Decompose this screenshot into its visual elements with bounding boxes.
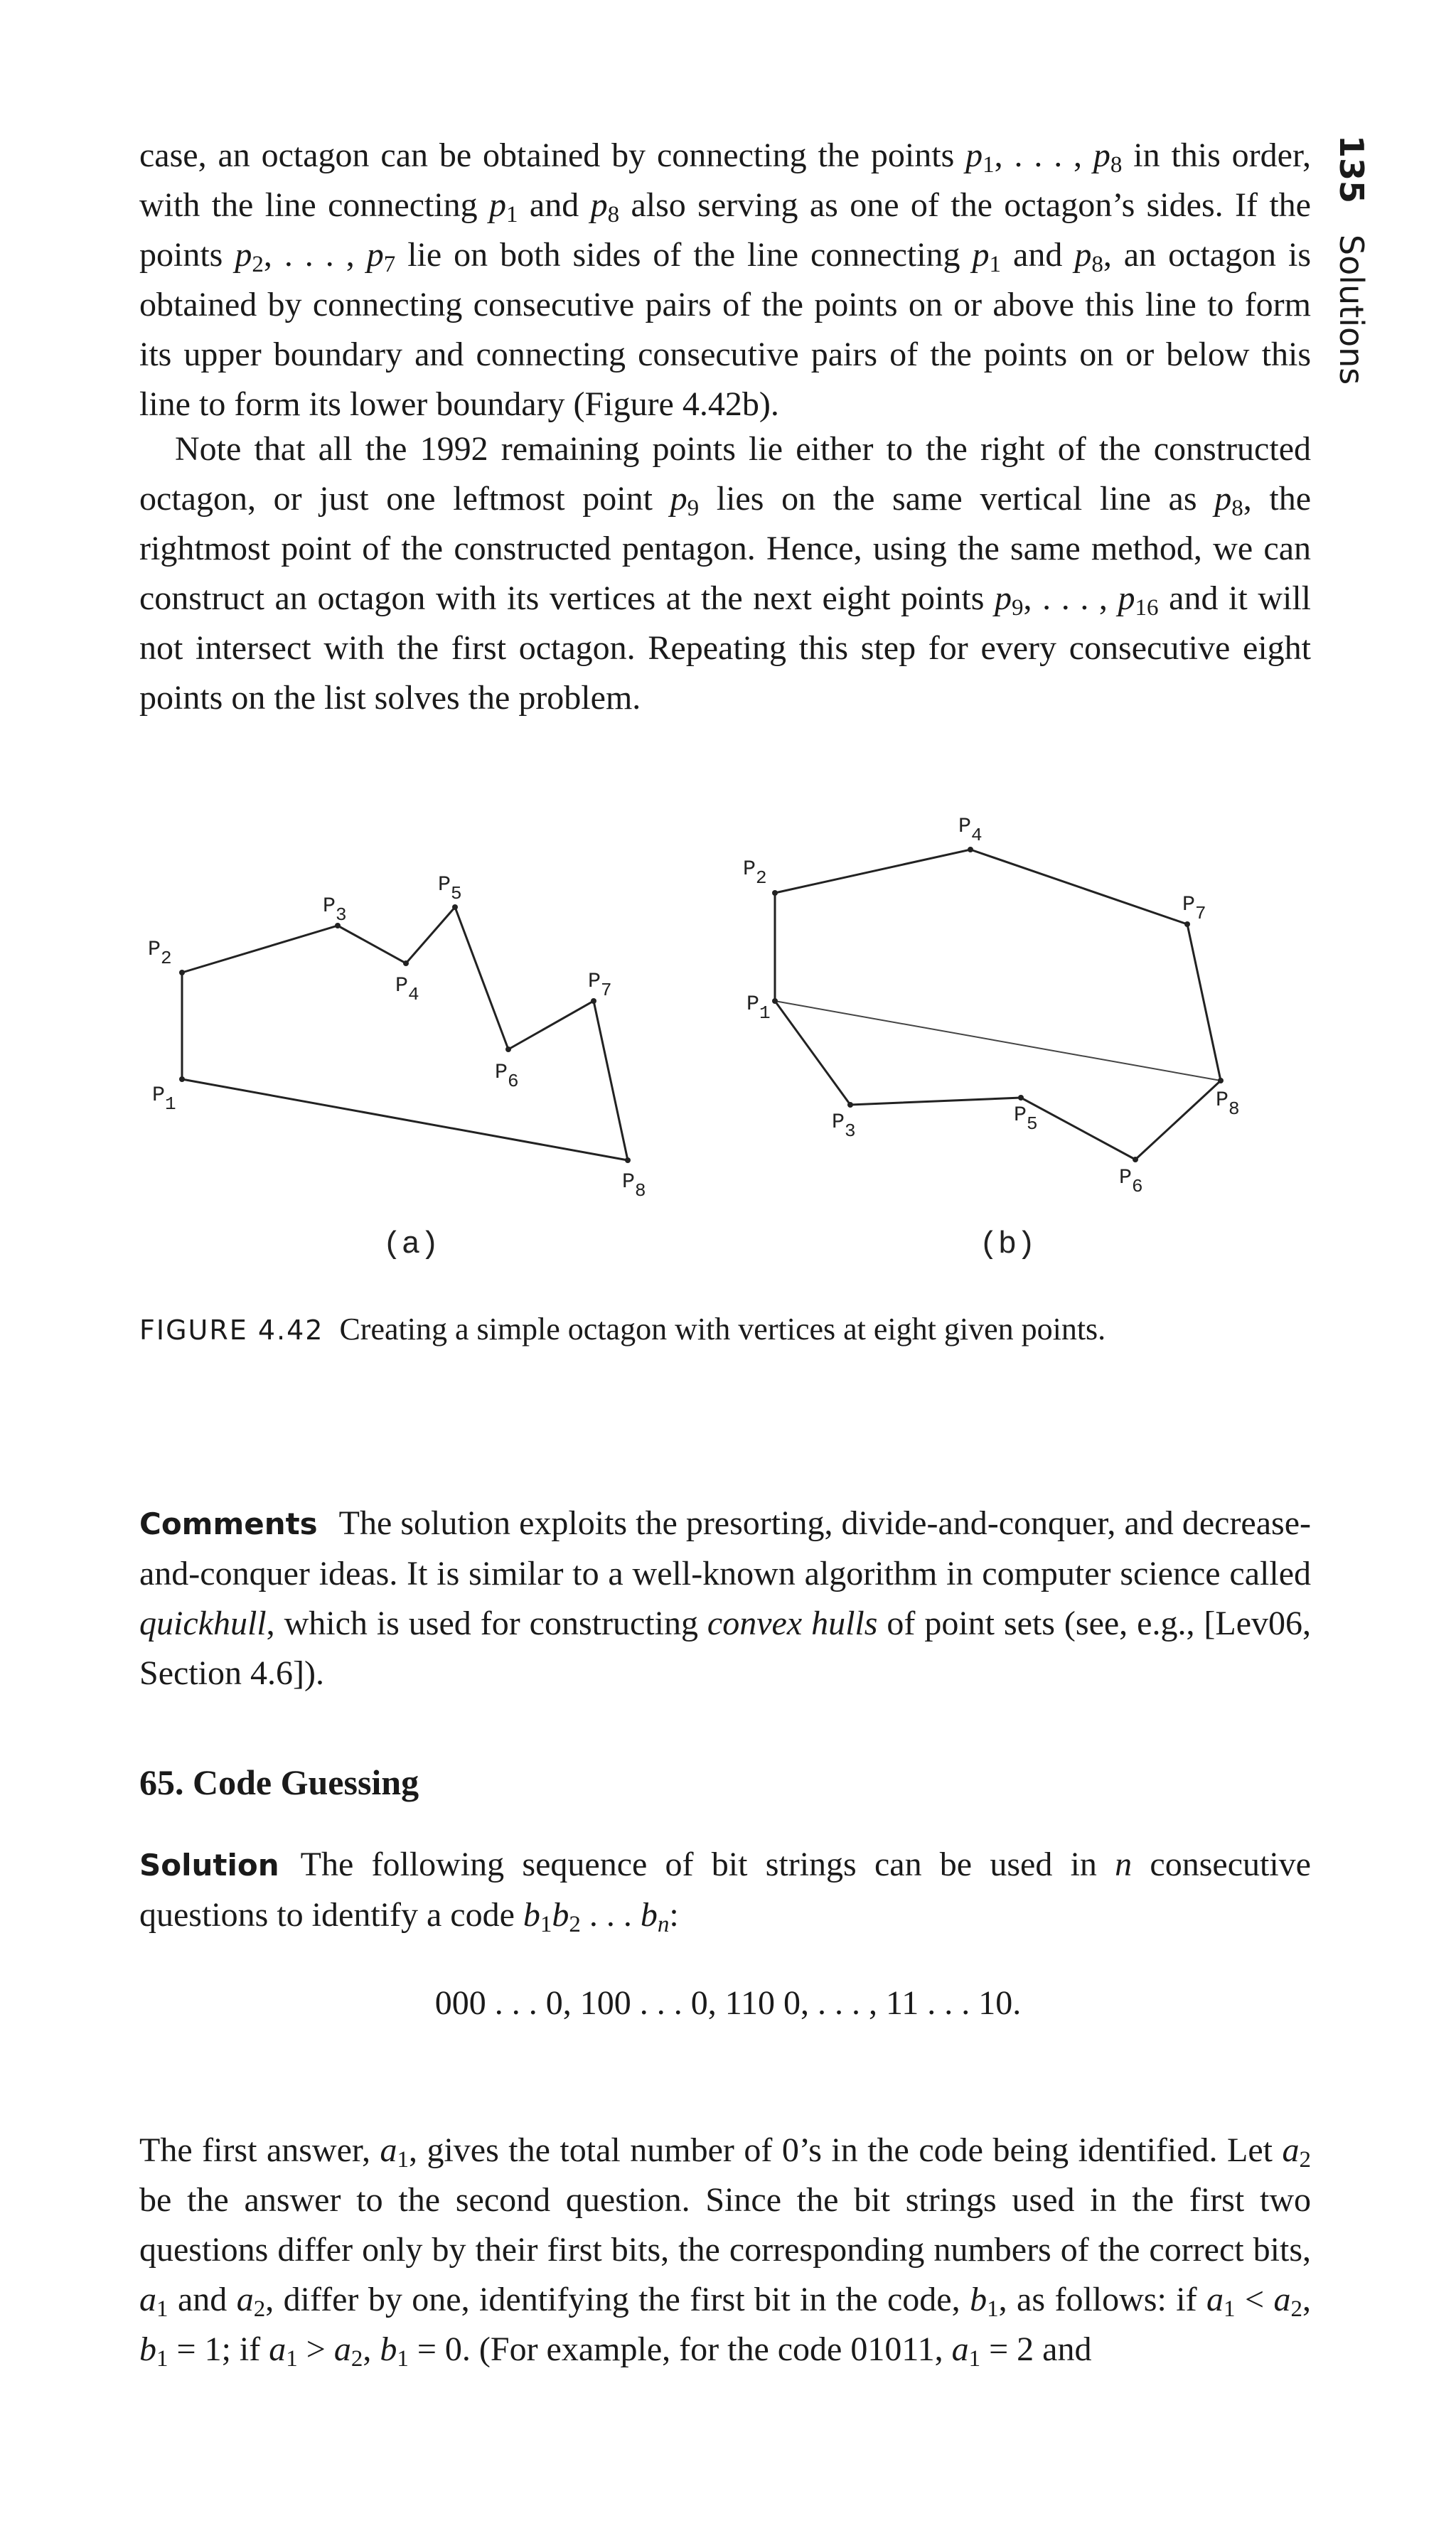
vertex-label-p1: P1: [746, 992, 771, 1024]
vertex-label-p6: P6: [495, 1061, 519, 1092]
vertex-dot-p5: [452, 904, 458, 910]
comments-label: Comments: [139, 1506, 318, 1541]
vertex-dot-p1: [179, 1076, 185, 1082]
vertex-dot-p8: [625, 1157, 631, 1163]
paragraph-first-answer: The first answer, $a_1$, gives the total number of 0’s in the code being identified. Let $a_2$ be the answer to the second question. Since the bit strings used in the first two questions differ only by their first bits, the corresponding numbers of the correct bits, $a_1$ and $a_2$, differ by one, identifying the first bit in the code, $b_1$, as follows: if $a_1 < a_2$, $b_1 = 1$; if $a_1 > a_2$, $b_1 = 0$. (For example, for the code 01011, $a_1 = 2$ and: [139, 2131, 1312, 2372]
panel-a-label: (a): [382, 1227, 439, 1263]
figure-4-42: [0, 782, 1456, 1280]
vertex-label-p2: P2: [148, 938, 172, 969]
vertex-label-p8: P8: [622, 1170, 646, 1201]
paragraph-solution: Solution The following sequence of bit strings can be used in n consecutive questions to identify a code $b_1b_2$ . . . $b_n$:: [139, 1846, 1311, 1937]
vertex-dot-p1: [772, 998, 778, 1004]
paragraph-octagon-construction: case, an octagon can be obtained by connecting the points $p_1$, . . . , $p_8$ in this order, with the line connecting $p_1$ and $p_8$ also serving as one of the octagon’s sides. If the points $p_2$, . . . , $p_7$ lie on both sides of the line connecting $p_1$ and $p_8$, an octagon is obtained by connecting consecutive pairs of the points on or above this line to form its upper boundary and connecting consecutive pairs of the points on or below this line to form its lower boundary (Figure 4.42b).: [139, 136, 1312, 423]
panel-b-upper-chain: [775, 850, 1221, 1081]
running-title: Solutions: [1332, 234, 1371, 385]
vertex-dot-p4: [968, 847, 973, 852]
vertex-dot-p2: [179, 970, 185, 975]
vertex-label-p4: P4: [958, 815, 983, 846]
panel-b-lower-chain: [775, 1001, 1221, 1160]
figure-caption-label: FIGURE 4.42: [139, 1315, 324, 1346]
vertex-dot-p7: [1184, 921, 1190, 927]
panel-b-label: (b): [979, 1227, 1036, 1263]
panel-a-upper-chain: [182, 907, 628, 1160]
vertex-label-p6: P6: [1119, 1166, 1143, 1197]
figure-caption-text: Creating a simple octagon with vertices at eight given points.: [339, 1312, 1106, 1347]
paragraph-comments: Comments The solution exploits the presorting, divide-and-conquer, and decrease-and-conquer ideas. It is similar to a well-known algorithm in computer science called quickhull, which is used for constructing convex hulls of point sets (see, e.g., [Lev06, Section 4.6]).: [139, 1504, 1311, 1692]
vertex-dot-p6: [505, 1046, 511, 1052]
running-header: [1332, 135, 1379, 391]
vertex-label-p1: P1: [152, 1083, 176, 1115]
paragraph-remaining-points: Note that all the 1992 remaining points lie either to the right of the constructed octagon, or just one leftmost point $p_9$ lies on the same vertical line as $p_8$, the rightmost point of the constructed pentagon. Hence, using the same method, we can construct an octagon with its vertices at the next eight points $p_9$, . . . , $p_{16}$ and it will not intersect with the first octagon. Repeating this step for every consecutive eight points on the list solves the problem.: [139, 430, 1312, 717]
figure-caption: [139, 1308, 1311, 1351]
vertex-dot-p4: [403, 960, 409, 966]
vertex-label-p2: P2: [743, 857, 767, 889]
vertex-label-p7: P7: [1182, 893, 1206, 924]
vertex-label-p3: P3: [323, 894, 347, 926]
vertex-label-p4: P4: [395, 974, 419, 1005]
panel-b-dividing-line: [775, 1001, 1221, 1081]
figure-panel-a: [148, 873, 646, 1263]
vertex-label-p3: P3: [832, 1110, 856, 1142]
figure-panel-b: [743, 815, 1240, 1263]
panel-a-side-p1-p8: [182, 1079, 628, 1160]
vertex-label-p8: P8: [1216, 1088, 1240, 1120]
vertex-label-p7: P7: [588, 970, 612, 1001]
vertex-dot-p7: [591, 998, 596, 1004]
vertex-label-p5: P5: [1014, 1103, 1038, 1135]
vertex-dot-p2: [772, 890, 778, 896]
vertex-dot-p5: [1018, 1095, 1024, 1101]
section-heading: 65. Code Guessing: [139, 1762, 419, 1802]
vertex-label-p5: P5: [438, 873, 462, 904]
display-equation: 000 . . . 0, 100 . . . 0, 110 0, . . . , 11 . . . 10.: [434, 1984, 1022, 2022]
vertex-dot-p8: [1218, 1078, 1224, 1083]
vertex-dot-p6: [1133, 1157, 1138, 1162]
solution-label: Solution: [139, 1848, 279, 1883]
vertex-dot-p3: [847, 1102, 853, 1108]
page-number: 135: [1332, 135, 1371, 204]
